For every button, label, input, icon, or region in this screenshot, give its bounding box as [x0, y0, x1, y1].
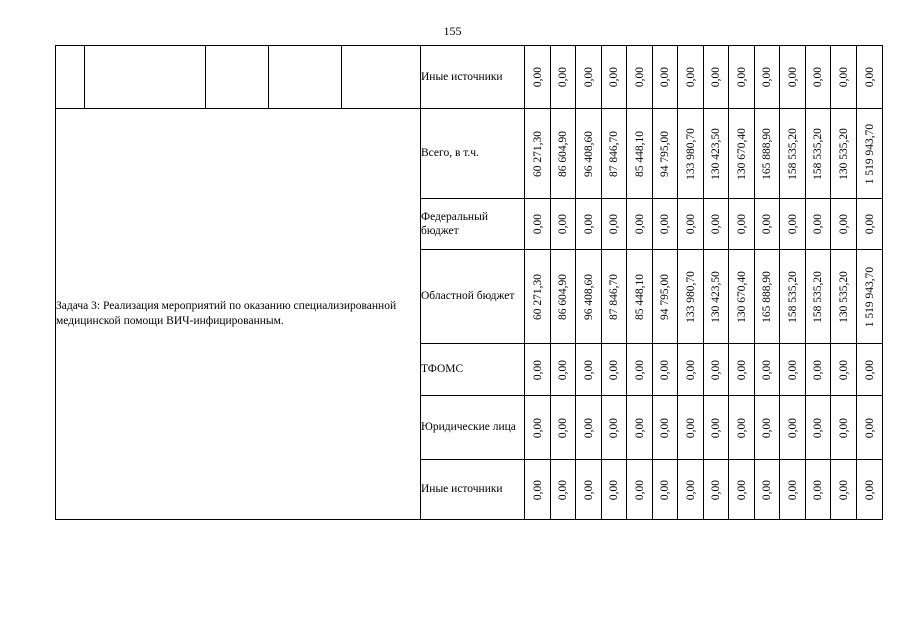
row-1-value: 0,00 [557, 213, 569, 235]
row-3-value: 0,00 [582, 359, 595, 380]
row-1-value: 0,00 [659, 213, 671, 235]
row-0-value-cell [602, 109, 627, 199]
row-2-value: 133 980,70 [684, 270, 697, 323]
row-3-value-cell [831, 344, 857, 396]
row-0-value-cell [729, 109, 755, 199]
top-row-value: 0,00 [710, 66, 722, 88]
row-0-value: 60 271,30 [531, 130, 544, 177]
row-5-value: 0,00 [786, 479, 799, 500]
top-row-value-cell [704, 46, 729, 109]
row-1-value: 0,00 [608, 213, 620, 235]
row-3-value: 0,00 [735, 359, 748, 380]
row-4-value: 0,00 [557, 417, 569, 438]
row-2-value-cell [576, 250, 602, 344]
row-3-value: 0,00 [710, 359, 722, 380]
row-1-value-cell [551, 199, 576, 250]
row-2-value: 1 519 943,70 [863, 266, 876, 327]
row-0-value: 94 795,00 [659, 130, 671, 177]
row-4-value-cell [729, 396, 755, 460]
row-0-value-cell [704, 109, 729, 199]
row-0-value-cell [806, 109, 831, 199]
row-1-value: 0,00 [863, 213, 876, 235]
row-5-value-cell [831, 460, 857, 520]
row-4-value: 0,00 [608, 417, 620, 438]
top-row-value: 0,00 [531, 66, 544, 88]
row-0-value: 86 604,90 [557, 130, 569, 177]
row-0-value: 130 423,50 [710, 127, 722, 180]
page-number: 155 [443, 24, 462, 38]
top-row-value: 0,00 [863, 66, 876, 88]
row-2-value-cell [704, 250, 729, 344]
row-1-value: 0,00 [531, 213, 544, 235]
top-row-value-cell [780, 46, 806, 109]
row-3-value: 0,00 [863, 359, 876, 380]
top-row-value: 0,00 [786, 66, 799, 88]
row-0-value: 165 888,90 [761, 127, 773, 180]
row-3-value-cell [627, 344, 653, 396]
row-5-value-cell [653, 460, 678, 520]
row-1-value-cell [653, 199, 678, 250]
row-5-value-cell [780, 460, 806, 520]
top-row-value-cell [857, 46, 883, 109]
empty-cell [342, 46, 421, 109]
top-row-value: 0,00 [735, 66, 748, 88]
row-3-value-cell [678, 344, 704, 396]
row-3-value: 0,00 [761, 359, 773, 380]
row-4-value-cell [704, 396, 729, 460]
row-5-value-cell [755, 460, 780, 520]
top-row-value-cell [576, 46, 602, 109]
row-4-value: 0,00 [735, 417, 748, 438]
row-1-value: 0,00 [837, 213, 850, 235]
row-2-value: 87 846,70 [608, 273, 620, 320]
row-4-value: 0,00 [812, 417, 824, 438]
row-1-value-cell [755, 199, 780, 250]
row-4-value: 0,00 [659, 417, 671, 438]
row-0-value-cell [678, 109, 704, 199]
row-2-value-cell [525, 250, 551, 344]
row-0-value: 96 408,60 [582, 130, 595, 177]
source-label: Иные источники [421, 46, 525, 109]
row-3-value: 0,00 [659, 359, 671, 380]
row-1-value-cell [678, 199, 704, 250]
row-1-value-cell [831, 199, 857, 250]
top-row-value: 0,00 [633, 66, 646, 88]
row-2-value: 96 408,60 [582, 273, 595, 320]
row-1-value: 0,00 [582, 213, 595, 235]
row-1-value-cell [857, 199, 883, 250]
top-row-value: 0,00 [812, 66, 824, 88]
row-0-value: 130 670,40 [735, 127, 748, 180]
row-1-value-cell [780, 199, 806, 250]
row-2-value-cell [729, 250, 755, 344]
row-1-value: 0,00 [786, 213, 799, 235]
source-label: ТФОМС [421, 344, 525, 396]
row-4-value-cell [576, 396, 602, 460]
row-4-value-cell [678, 396, 704, 460]
row-3-value-cell [806, 344, 831, 396]
empty-cell [85, 46, 206, 109]
row-5-value: 0,00 [608, 479, 620, 500]
row-2-value: 60 271,30 [531, 273, 544, 320]
row-4-value: 0,00 [531, 417, 544, 438]
row-5-value: 0,00 [863, 479, 876, 500]
row-4-value: 0,00 [710, 417, 722, 438]
row-4-value: 0,00 [863, 417, 876, 438]
top-row-value: 0,00 [557, 66, 569, 88]
row-2-value-cell [806, 250, 831, 344]
row-1-value-cell [627, 199, 653, 250]
top-row-value-cell [831, 46, 857, 109]
row-5-value-cell [602, 460, 627, 520]
row-2-value-cell [755, 250, 780, 344]
budget-table [55, 45, 883, 520]
top-row-value: 0,00 [608, 66, 620, 88]
row-3-value-cell [704, 344, 729, 396]
row-4-value-cell [602, 396, 627, 460]
row-5-value-cell [678, 460, 704, 520]
row-4-value-cell [831, 396, 857, 460]
top-row-value-cell [678, 46, 704, 109]
row-5-value-cell [729, 460, 755, 520]
row-0-value-cell [755, 109, 780, 199]
row-3-value: 0,00 [684, 359, 697, 380]
top-row-value-cell [755, 46, 780, 109]
row-4-value-cell [551, 396, 576, 460]
row-3-value-cell [525, 344, 551, 396]
row-0-value: 87 846,70 [608, 130, 620, 177]
row-2-value: 130 670,40 [735, 270, 748, 323]
top-row-value: 0,00 [837, 66, 850, 88]
row-2-value: 85 448,10 [633, 273, 646, 320]
row-3-value: 0,00 [557, 359, 569, 380]
row-3-value-cell [576, 344, 602, 396]
row-5-value-cell [525, 460, 551, 520]
row-2-value: 94 795,00 [659, 273, 671, 320]
row-2-value-cell [602, 250, 627, 344]
row-4-value-cell [857, 396, 883, 460]
row-4-value: 0,00 [582, 417, 595, 438]
row-2-value-cell [678, 250, 704, 344]
row-4-value: 0,00 [761, 417, 773, 438]
row-2-value: 158 535,20 [812, 270, 824, 323]
row-1-value-cell [729, 199, 755, 250]
row-5-value-cell [806, 460, 831, 520]
row-4-value-cell [806, 396, 831, 460]
row-0-value: 158 535,20 [786, 127, 799, 180]
row-3-value: 0,00 [812, 359, 824, 380]
row-5-value: 0,00 [659, 479, 671, 500]
empty-cell [269, 46, 342, 109]
table-row [56, 46, 883, 109]
row-0-value-cell [525, 109, 551, 199]
top-row-value-cell [602, 46, 627, 109]
row-3-value-cell [780, 344, 806, 396]
row-1-value-cell [602, 199, 627, 250]
row-0-value: 158 535,20 [812, 127, 824, 180]
top-row-value: 0,00 [582, 66, 595, 88]
top-row-value-cell [806, 46, 831, 109]
row-3-value-cell [729, 344, 755, 396]
empty-cell [56, 46, 85, 109]
source-label: Всего, в т.ч. [421, 109, 525, 199]
source-label: Юридические лица [421, 396, 525, 460]
row-5-value-cell [857, 460, 883, 520]
row-1-value: 0,00 [684, 213, 697, 235]
row-5-value-cell [576, 460, 602, 520]
row-5-value: 0,00 [812, 479, 824, 500]
row-5-value: 0,00 [684, 479, 697, 500]
row-4-value-cell [525, 396, 551, 460]
row-3-value-cell [755, 344, 780, 396]
row-4-value-cell [627, 396, 653, 460]
row-3-value: 0,00 [786, 359, 799, 380]
top-row-value-cell [627, 46, 653, 109]
row-5-value: 0,00 [531, 479, 544, 500]
source-label: Областной бюджет [421, 250, 525, 344]
row-0-value-cell [551, 109, 576, 199]
row-1-value: 0,00 [761, 213, 773, 235]
row-5-value: 0,00 [582, 479, 595, 500]
table-row [56, 109, 883, 199]
row-5-value: 0,00 [557, 479, 569, 500]
row-5-value: 0,00 [633, 479, 646, 500]
row-1-value: 0,00 [812, 213, 824, 235]
row-3-value: 0,00 [633, 359, 646, 380]
task-description: Задача 3: Реализация мероприятий по оказанию специализированной медицинской помощи ВИЧ-инфицированным. [56, 109, 421, 520]
row-4-value: 0,00 [837, 417, 850, 438]
top-row-value: 0,00 [684, 66, 697, 88]
row-0-value: 133 980,70 [684, 127, 697, 180]
row-2-value: 158 535,20 [786, 270, 799, 323]
row-5-value: 0,00 [837, 479, 850, 500]
row-2-value-cell [551, 250, 576, 344]
row-3-value-cell [857, 344, 883, 396]
row-4-value-cell [653, 396, 678, 460]
source-label: Иные источники [421, 460, 525, 520]
top-row-value-cell [729, 46, 755, 109]
row-5-value-cell [704, 460, 729, 520]
empty-cell [206, 46, 269, 109]
row-1-value: 0,00 [633, 213, 646, 235]
row-0-value-cell [653, 109, 678, 199]
row-2-value-cell [780, 250, 806, 344]
row-2-value: 130 423,50 [710, 270, 722, 323]
row-4-value-cell [780, 396, 806, 460]
top-row-value: 0,00 [659, 66, 671, 88]
row-5-value: 0,00 [761, 479, 773, 500]
row-4-value: 0,00 [633, 417, 646, 438]
top-row-value: 0,00 [761, 66, 773, 88]
row-5-value-cell [627, 460, 653, 520]
row-3-value: 0,00 [531, 359, 544, 380]
row-5-value: 0,00 [710, 479, 722, 500]
row-3-value-cell [602, 344, 627, 396]
row-0-value-cell [857, 109, 883, 199]
top-row-value-cell [653, 46, 678, 109]
row-1-value: 0,00 [735, 213, 748, 235]
row-1-value-cell [525, 199, 551, 250]
row-4-value-cell [755, 396, 780, 460]
row-1-value-cell [576, 199, 602, 250]
row-2-value: 86 604,90 [557, 273, 569, 320]
top-row-value-cell [551, 46, 576, 109]
source-label: Федеральный бюджет [421, 199, 525, 250]
row-4-value: 0,00 [684, 417, 697, 438]
row-0-value: 85 448,10 [633, 130, 646, 177]
row-5-value: 0,00 [735, 479, 748, 500]
row-2-value: 165 888,90 [761, 270, 773, 323]
row-0-value: 130 535,20 [837, 127, 850, 180]
row-3-value: 0,00 [608, 359, 620, 380]
row-4-value: 0,00 [786, 417, 799, 438]
row-2-value: 130 535,20 [837, 270, 850, 323]
row-2-value-cell [831, 250, 857, 344]
row-0-value: 1 519 943,70 [863, 123, 876, 184]
row-3-value-cell [551, 344, 576, 396]
row-0-value-cell [831, 109, 857, 199]
row-3-value: 0,00 [837, 359, 850, 380]
row-2-value-cell [627, 250, 653, 344]
top-row-value-cell [525, 46, 551, 109]
row-0-value-cell [627, 109, 653, 199]
row-2-value-cell [653, 250, 678, 344]
row-1-value-cell [704, 199, 729, 250]
row-0-value-cell [576, 109, 602, 199]
row-1-value-cell [806, 199, 831, 250]
row-1-value: 0,00 [710, 213, 722, 235]
row-3-value-cell [653, 344, 678, 396]
row-0-value-cell [780, 109, 806, 199]
row-5-value-cell [551, 460, 576, 520]
row-2-value-cell [857, 250, 883, 344]
